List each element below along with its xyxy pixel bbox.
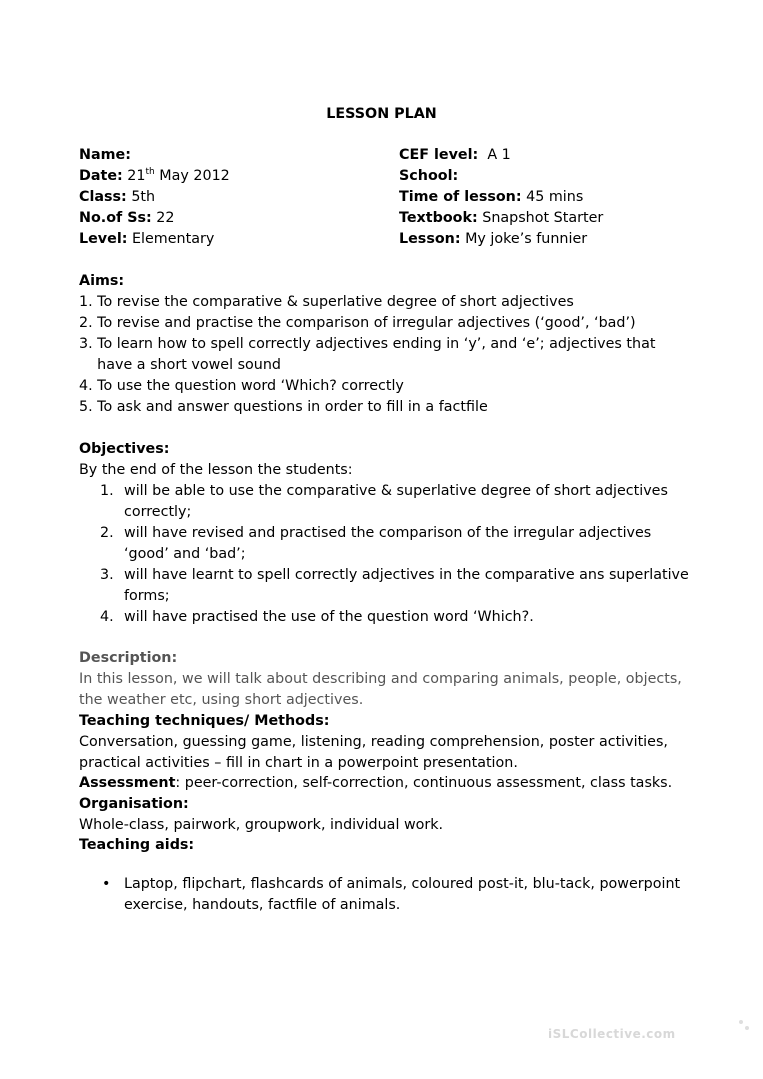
textbook-label: Textbook:: [399, 210, 478, 226]
date-value-day: 21: [122, 168, 146, 184]
school-label: School:: [399, 168, 459, 184]
objective-number: 1.: [100, 483, 114, 499]
description-text: the weather etc, using short adjectives.: [79, 692, 364, 708]
objective-text: will have revised and practised the comparison of the irregular adjectives: [124, 525, 652, 541]
assessment-label: Assessment: [79, 775, 176, 791]
date-value-rest: May 2012: [154, 168, 230, 184]
level-field: [79, 229, 214, 250]
objectives-intro: By the end of the lesson the students:: [79, 462, 353, 478]
class-field: [79, 187, 155, 208]
aim-item: 5. To ask and answer questions in order to fill in a factfile: [79, 399, 488, 415]
objectives-heading: Objectives:: [79, 441, 170, 457]
level-value: Elementary: [127, 231, 215, 247]
textbook-field: [399, 208, 603, 229]
page-title: LESSON PLAN: [326, 106, 437, 122]
students-field: [79, 208, 175, 229]
teaching-aids-heading: Teaching aids:: [79, 837, 195, 853]
objective-text-continuation: correctly;: [124, 504, 192, 520]
date-field: [79, 166, 230, 187]
techniques-text: Conversation, guessing game, listening, reading comprehension, poster activities,: [79, 734, 668, 750]
school-field: [399, 166, 458, 187]
watermark-logo: iSLCollective.com: [548, 1027, 676, 1041]
teaching-aids-text: exercise, handouts, factfile of animals.: [124, 897, 401, 913]
class-label: Class:: [79, 189, 127, 205]
objective-number: 4.: [100, 609, 114, 625]
watermark-dots-icon: [735, 1018, 753, 1034]
objective-text: will be able to use the comparative & superlative degree of short adjectives: [124, 483, 668, 499]
lesson-field: [399, 229, 587, 250]
objective-number: 3.: [100, 567, 114, 583]
aim-item: 4. To use the question word ‘Which? correctly: [79, 378, 404, 394]
students-label: No.of Ss:: [79, 210, 152, 226]
objective-text: will have practised the use of the question word ‘Which?.: [124, 609, 534, 625]
teaching-aids-text: Laptop, flipchart, flashcards of animals, coloured post-it, blu-tack, powerpoint: [124, 876, 681, 892]
objective-text-continuation: forms;: [124, 588, 170, 604]
lesson-value: My joke’s funnier: [460, 231, 588, 247]
description-heading: Description:: [79, 650, 178, 666]
aim-item: 2. To revise and practise the comparison of irregular adjectives (‘good’, ‘bad’): [79, 315, 636, 331]
objective-text: will have learnt to spell correctly adjectives in the comparative ans superlative: [124, 567, 689, 583]
description-text: In this lesson, we will talk about describing and comparing animals, people, objects,: [79, 671, 682, 687]
bullet-icon: •: [102, 876, 111, 892]
aim-item-continuation: have a short vowel sound: [79, 357, 281, 373]
assessment-text: : peer-correction, self-correction, continuous assessment, class tasks.: [175, 775, 673, 791]
level-label: Level:: [79, 231, 128, 247]
name-label: Name:: [79, 147, 131, 163]
aim-item: 3. To learn how to spell correctly adjectives ending in ‘y’, and ‘e’; adjectives that: [79, 336, 656, 352]
cef-level-value: A 1: [478, 147, 511, 163]
aim-item: 1. To revise the comparative & superlative degree of short adjectives: [79, 294, 574, 310]
organisation-text: Whole-class, pairwork, groupwork, individual work.: [79, 817, 444, 833]
time-of-lesson-value: 45 mins: [521, 189, 584, 205]
students-value: 22: [151, 210, 175, 226]
name-field: [79, 145, 131, 166]
objective-text-continuation: ‘good’ and ‘bad’;: [124, 546, 246, 562]
date-value-suffix: th: [145, 167, 155, 178]
time-of-lesson-field: [399, 187, 583, 208]
assessment-field: [79, 773, 672, 794]
organisation-heading: Organisation:: [79, 796, 189, 812]
techniques-heading: Teaching techniques/ Methods:: [79, 713, 330, 729]
time-of-lesson-label: Time of lesson:: [399, 189, 522, 205]
techniques-text: practical activities – fill in chart in a powerpoint presentation.: [79, 755, 518, 771]
textbook-value: Snapshot Starter: [477, 210, 604, 226]
class-value: 5th: [126, 189, 156, 205]
aims-heading: Aims:: [79, 273, 125, 289]
cef-level-field: [399, 145, 511, 166]
cef-level-label: CEF level:: [399, 147, 479, 163]
date-label: Date:: [79, 168, 123, 184]
lesson-label: Lesson:: [399, 231, 461, 247]
objective-number: 2.: [100, 525, 114, 541]
